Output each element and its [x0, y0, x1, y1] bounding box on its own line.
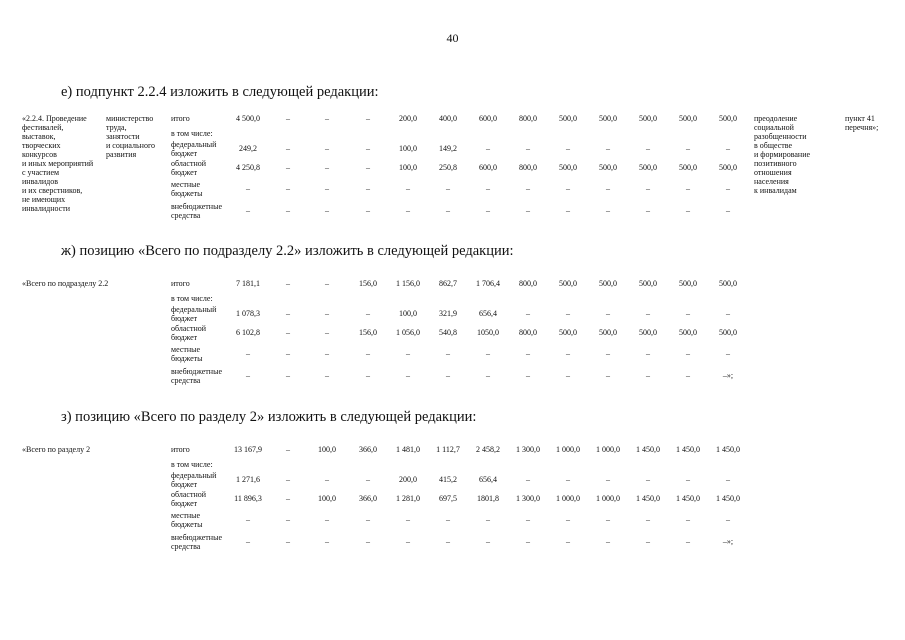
value-cell: –: [366, 537, 370, 546]
value-cell: –: [446, 349, 450, 358]
row-label: итого: [171, 279, 190, 288]
value-cell: 862,7: [439, 279, 457, 288]
value-cell: –: [366, 349, 370, 358]
value-cell: 1 450,0: [636, 494, 660, 503]
value-cell: 366,0: [359, 494, 377, 503]
value-cell: 500,0: [679, 114, 697, 123]
value-cell: 1 450,0: [676, 445, 700, 454]
value-cell: –: [325, 309, 329, 318]
value-cell: –: [646, 515, 650, 524]
row-label: в том числе:: [171, 294, 213, 303]
value-cell: –»;: [722, 371, 734, 380]
value-cell: –: [246, 515, 250, 524]
value-cell: –: [686, 184, 690, 193]
value-cell: –: [406, 537, 410, 546]
value-cell: 1 706,4: [476, 279, 500, 288]
value-cell: 149,2: [439, 144, 457, 153]
value-cell: –: [325, 144, 329, 153]
value-cell: –: [566, 184, 570, 193]
value-cell: –: [606, 349, 610, 358]
row-label: внебюджетные средства: [171, 533, 222, 551]
value-cell: –: [686, 309, 690, 318]
value-cell: 1 078,3: [236, 309, 260, 318]
value-cell: –: [325, 537, 329, 546]
value-cell: –: [366, 144, 370, 153]
value-cell: –: [286, 515, 290, 524]
value-cell: –: [486, 206, 490, 215]
value-cell: –: [325, 371, 329, 380]
value-cell: –: [606, 475, 610, 484]
value-cell: 200,0: [399, 114, 417, 123]
row-label: федеральный бюджет: [171, 140, 217, 158]
value-cell: –: [686, 475, 690, 484]
value-cell: 250,8: [439, 163, 457, 172]
value-cell: –: [686, 206, 690, 215]
value-cell: –: [246, 184, 250, 193]
value-cell: 100,0: [399, 144, 417, 153]
row-label: в том числе:: [171, 460, 213, 469]
value-cell: –: [526, 537, 530, 546]
value-cell: –: [486, 515, 490, 524]
value-cell: –: [526, 309, 530, 318]
value-cell: 1 300,0: [516, 445, 540, 454]
value-cell: 1 056,0: [396, 328, 420, 337]
value-cell: 1 156,0: [396, 279, 420, 288]
value-cell: –: [286, 475, 290, 484]
page-number: 40: [446, 31, 459, 45]
value-cell: –: [286, 537, 290, 546]
value-cell: 415,2: [439, 475, 457, 484]
value-cell: 697,5: [439, 494, 457, 503]
row-label: местные бюджеты: [171, 345, 203, 363]
row-label: федеральный бюджет: [171, 471, 217, 489]
value-cell: –: [606, 537, 610, 546]
value-cell: 500,0: [559, 279, 577, 288]
value-cell: –: [366, 515, 370, 524]
value-cell: 500,0: [639, 328, 657, 337]
value-cell: 500,0: [719, 163, 737, 172]
value-cell: –: [286, 494, 290, 503]
value-cell: –: [486, 537, 490, 546]
subtotal-name: «Всего по подразделу 2.2: [22, 279, 109, 288]
value-cell: 1 000,0: [596, 445, 620, 454]
value-cell: –: [566, 206, 570, 215]
value-cell: 656,4: [479, 475, 497, 484]
value-cell: 500,0: [679, 279, 697, 288]
value-cell: –: [646, 475, 650, 484]
value-cell: 4 500,0: [236, 114, 260, 123]
value-cell: –: [325, 328, 329, 337]
value-cell: –: [526, 371, 530, 380]
reference: пункт 41 перечня»;: [845, 114, 879, 132]
value-cell: –: [526, 206, 530, 215]
value-cell: 500,0: [719, 279, 737, 288]
value-cell: –: [686, 371, 690, 380]
value-cell: 500,0: [719, 328, 737, 337]
value-cell: –: [646, 184, 650, 193]
value-cell: 156,0: [359, 279, 377, 288]
value-cell: –: [286, 349, 290, 358]
value-cell: 1 271,6: [236, 475, 260, 484]
value-cell: –: [726, 206, 730, 215]
row-label: итого: [171, 445, 190, 454]
value-cell: 249,2: [239, 144, 257, 153]
value-cell: –: [366, 309, 370, 318]
value-cell: 1 281,0: [396, 494, 420, 503]
value-cell: 1 450,0: [716, 494, 740, 503]
total-name: «Всего по разделу 2: [22, 445, 91, 454]
value-cell: –: [446, 515, 450, 524]
value-cell: –: [325, 206, 329, 215]
value-cell: –: [406, 349, 410, 358]
value-cell: –: [246, 349, 250, 358]
value-cell: –: [566, 371, 570, 380]
value-cell: 1 300,0: [516, 494, 540, 503]
value-cell: –: [446, 184, 450, 193]
value-cell: 4 250,8: [236, 163, 260, 172]
value-cell: 500,0: [559, 328, 577, 337]
value-cell: –: [246, 206, 250, 215]
value-cell: –: [526, 349, 530, 358]
value-cell: 1050,0: [477, 328, 499, 337]
value-cell: –: [486, 144, 490, 153]
value-cell: 500,0: [559, 114, 577, 123]
value-cell: –: [606, 184, 610, 193]
value-cell: –: [726, 309, 730, 318]
value-cell: –: [726, 144, 730, 153]
value-cell: 100,0: [399, 309, 417, 318]
value-cell: 1 000,0: [556, 494, 580, 503]
value-cell: –: [286, 445, 290, 454]
value-cell: –: [726, 475, 730, 484]
expected-result: преодоление социальной разобщенности в обществе и формирование позитивного отношения населения к инвалидам: [754, 114, 811, 195]
value-cell: –: [446, 371, 450, 380]
value-cell: –: [686, 144, 690, 153]
value-cell: –: [726, 349, 730, 358]
value-cell: –: [566, 515, 570, 524]
value-cell: –: [646, 349, 650, 358]
value-cell: –: [325, 114, 329, 123]
value-cell: –: [366, 475, 370, 484]
value-cell: –: [486, 371, 490, 380]
value-cell: 500,0: [599, 163, 617, 172]
value-cell: 800,0: [519, 279, 537, 288]
heading-zh: ж) позицию «Всего по подразделу 2.2» изложить в следующей редакции:: [61, 243, 514, 259]
row-label: областной бюджет: [171, 324, 207, 342]
row-label: местные бюджеты: [171, 511, 203, 529]
value-cell: –: [366, 114, 370, 123]
value-cell: –: [646, 309, 650, 318]
value-cell: 800,0: [519, 328, 537, 337]
value-cell: 600,0: [479, 163, 497, 172]
value-cell: –: [366, 206, 370, 215]
value-cell: –: [606, 206, 610, 215]
value-cell: –: [286, 206, 290, 215]
value-cell: –: [606, 309, 610, 318]
value-cell: –: [286, 163, 290, 172]
value-cell: 1 450,0: [676, 494, 700, 503]
value-cell: 500,0: [679, 328, 697, 337]
value-cell: –: [646, 144, 650, 153]
value-cell: 540,8: [439, 328, 457, 337]
value-cell: –: [606, 144, 610, 153]
value-cell: 500,0: [719, 114, 737, 123]
value-cell: –: [646, 537, 650, 546]
value-cell: –: [526, 184, 530, 193]
value-cell: –: [286, 371, 290, 380]
value-cell: 100,0: [399, 163, 417, 172]
value-cell: –: [566, 309, 570, 318]
row-label: областной бюджет: [171, 490, 207, 508]
row-label: местные бюджеты: [171, 180, 203, 198]
value-cell: 7 181,1: [236, 279, 260, 288]
value-cell: 1801,8: [477, 494, 499, 503]
value-cell: –: [526, 475, 530, 484]
row-label: внебюджетные средства: [171, 367, 222, 385]
value-cell: 100,0: [318, 494, 336, 503]
value-cell: –: [325, 475, 329, 484]
value-cell: 500,0: [679, 163, 697, 172]
value-cell: 500,0: [599, 279, 617, 288]
executor: министерство труда, занятости и социального развития: [106, 114, 156, 159]
value-cell: –: [325, 279, 329, 288]
value-cell: –: [686, 515, 690, 524]
value-cell: –: [726, 515, 730, 524]
value-cell: –: [406, 184, 410, 193]
heading-e: е) подпункт 2.2.4 изложить в следующей редакции:: [61, 84, 379, 100]
value-cell: 1 450,0: [716, 445, 740, 454]
value-cell: –: [566, 349, 570, 358]
value-cell: –: [366, 163, 370, 172]
value-cell: 500,0: [639, 279, 657, 288]
value-cell: 500,0: [599, 114, 617, 123]
value-cell: –: [286, 328, 290, 337]
value-cell: –: [286, 279, 290, 288]
value-cell: –: [526, 515, 530, 524]
value-cell: 200,0: [399, 475, 417, 484]
value-cell: 1 450,0: [636, 445, 660, 454]
value-cell: –: [246, 371, 250, 380]
value-cell: –: [526, 144, 530, 153]
value-cell: –: [406, 515, 410, 524]
value-cell: –: [606, 371, 610, 380]
value-cell: 500,0: [599, 328, 617, 337]
value-cell: –: [325, 349, 329, 358]
value-cell: –: [606, 515, 610, 524]
row-label: федеральный бюджет: [171, 305, 217, 323]
value-cell: –: [566, 475, 570, 484]
value-cell: –: [325, 184, 329, 193]
heading-z: з) позицию «Всего по разделу 2» изложить в следующей редакции:: [61, 409, 477, 425]
value-cell: –: [286, 144, 290, 153]
value-cell: 321,9: [439, 309, 457, 318]
value-cell: –: [286, 184, 290, 193]
value-cell: 1 000,0: [596, 494, 620, 503]
value-cell: –: [366, 371, 370, 380]
row-label: областной бюджет: [171, 159, 207, 177]
value-cell: 500,0: [639, 114, 657, 123]
value-cell: 13 167,9: [234, 445, 262, 454]
value-cell: 6 102,8: [236, 328, 260, 337]
value-cell: –: [486, 184, 490, 193]
row-label: итого: [171, 114, 190, 123]
value-cell: 500,0: [559, 163, 577, 172]
value-cell: –: [406, 371, 410, 380]
item-name: «2.2.4. Проведение фестивалей, выставок, творческих конкурсов и иных мероприятий с участием инвалидов и их сверстников, не имеющих инвалидности: [22, 114, 94, 213]
value-cell: –: [686, 349, 690, 358]
value-cell: –: [686, 537, 690, 546]
value-cell: –: [446, 206, 450, 215]
value-cell: –: [325, 515, 329, 524]
value-cell: 11 896,3: [234, 494, 262, 503]
value-cell: 156,0: [359, 328, 377, 337]
value-cell: 1 000,0: [556, 445, 580, 454]
value-cell: –: [646, 206, 650, 215]
value-cell: 100,0: [318, 445, 336, 454]
value-cell: –: [286, 309, 290, 318]
value-cell: 600,0: [479, 114, 497, 123]
row-label: внебюджетные средства: [171, 202, 222, 220]
value-cell: 2 458,2: [476, 445, 500, 454]
value-cell: –: [566, 144, 570, 153]
value-cell: –: [286, 114, 290, 123]
value-cell: –: [406, 206, 410, 215]
value-cell: –»;: [722, 537, 734, 546]
value-cell: –: [325, 163, 329, 172]
value-cell: 656,4: [479, 309, 497, 318]
value-cell: 800,0: [519, 114, 537, 123]
value-cell: 1 112,7: [436, 445, 460, 454]
value-cell: –: [246, 537, 250, 546]
value-cell: 800,0: [519, 163, 537, 172]
row-label: в том числе:: [171, 129, 213, 138]
value-cell: –: [726, 184, 730, 193]
value-cell: –: [446, 537, 450, 546]
value-cell: –: [366, 184, 370, 193]
value-cell: –: [566, 537, 570, 546]
value-cell: 400,0: [439, 114, 457, 123]
value-cell: –: [486, 349, 490, 358]
value-cell: 1 481,0: [396, 445, 420, 454]
value-cell: –: [646, 371, 650, 380]
value-cell: 500,0: [639, 163, 657, 172]
value-cell: 366,0: [359, 445, 377, 454]
